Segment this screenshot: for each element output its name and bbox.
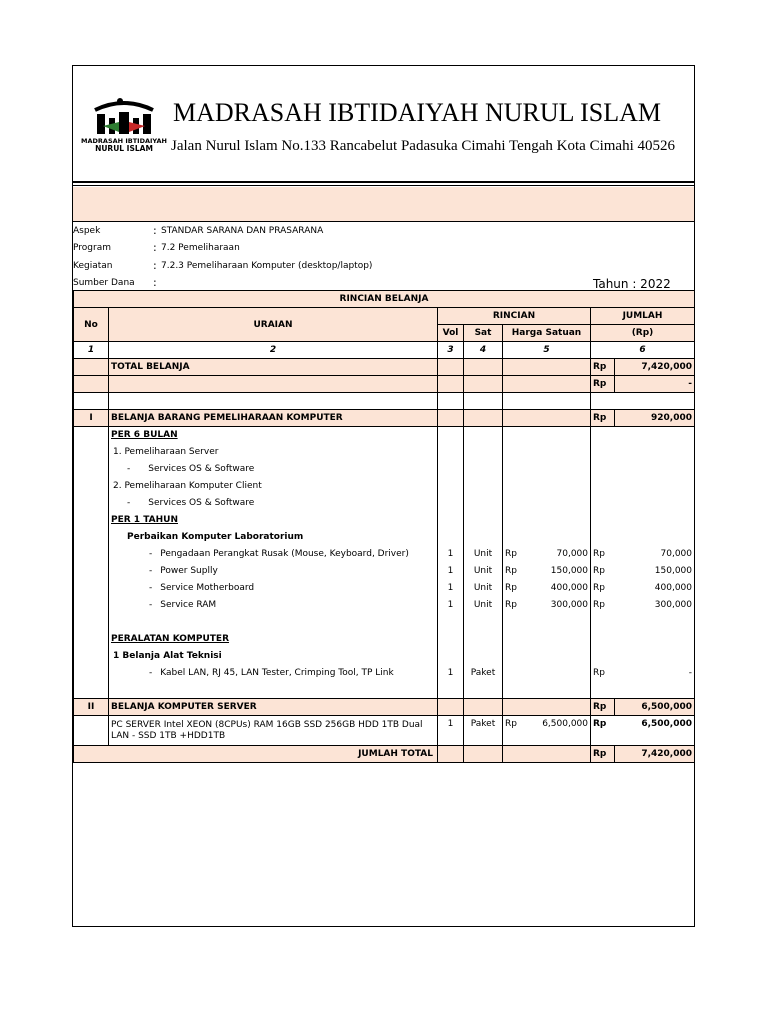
header-divider-thin — [73, 185, 694, 186]
currency: Rp — [505, 566, 517, 576]
spacer-row — [74, 614, 695, 631]
item-jumlah: 300,000 — [615, 597, 695, 614]
program-label: Program — [73, 243, 111, 253]
school-address: Jalan Nurul Islam No.133 Rancabelut Padasuka Cimahi Tengah Kota Cimahi 40526 — [171, 138, 675, 154]
header-rincian: RINCIAN — [438, 308, 591, 325]
header-rp: (Rp) — [591, 325, 695, 342]
server-sat: Paket — [464, 716, 503, 746]
spacer-row — [74, 393, 695, 410]
item-name: Service Motherboard — [160, 583, 255, 593]
currency: Rp — [591, 580, 615, 597]
list-item — [74, 478, 695, 495]
school-logo — [81, 94, 167, 154]
item-harga: 70,000 — [556, 549, 588, 559]
header-harga: Harga Satuan — [503, 325, 591, 342]
currency: Rp — [505, 600, 517, 610]
total-belanja-row — [74, 359, 695, 376]
item-sat: Unit — [464, 580, 503, 597]
total-belanja-label: TOTAL BELANJA — [109, 359, 438, 376]
list-item — [74, 444, 695, 461]
table-row — [74, 716, 695, 746]
kabel-sat: Paket — [464, 665, 503, 682]
table-row — [74, 563, 695, 580]
budget-table — [73, 290, 695, 763]
section-ii-no: II — [74, 699, 109, 716]
table-row — [74, 665, 695, 682]
list-item — [74, 461, 695, 478]
currency: Rp — [505, 549, 517, 559]
col-num: 1 — [74, 342, 109, 359]
col-num: 4 — [464, 342, 503, 359]
section-i-value: 920,000 — [615, 410, 695, 427]
section-i-row — [74, 410, 695, 427]
kabel-vol: 1 — [438, 665, 464, 682]
currency: Rp — [505, 719, 517, 729]
sumber-dana-label: Sumber Dana — [73, 278, 135, 288]
list-item — [74, 495, 695, 512]
table-title: RINCIAN BELANJA — [74, 291, 695, 308]
total-belanja-value: 7,420,000 — [615, 359, 695, 376]
item-name: Power Suplly — [160, 566, 218, 576]
column-number-row — [74, 342, 695, 359]
alat-teknisi-heading: 1 Belanja Alat Teknisi — [109, 648, 438, 665]
table-row — [74, 546, 695, 563]
kegiatan-colon: : — [153, 259, 157, 272]
currency: Rp — [591, 359, 615, 376]
item-vol: 1 — [438, 597, 464, 614]
item-sat: Unit — [464, 597, 503, 614]
title-band — [73, 187, 694, 222]
header-uraian: URAIAN — [109, 308, 438, 342]
aspek-value: STANDAR SARANA DAN PRASARANA — [161, 226, 324, 236]
section-ii-value: 6,500,000 — [615, 699, 695, 716]
per-6-bulan-heading: PER 6 BULAN — [109, 427, 438, 444]
item-name: Service RAM — [160, 600, 217, 610]
server-description: PC SERVER Intel XEON (8CPUs) RAM 16GB SSD 256GB HDD 1TB Dual LAN - SSD 1TB +HDD1TB — [109, 716, 438, 746]
server-jumlah: 6,500,000 — [615, 716, 695, 746]
spacer-row — [74, 682, 695, 699]
dash-bullet: - — [127, 498, 131, 508]
col-num: 3 — [438, 342, 464, 359]
item-server: 1. Pemeliharaan Server — [109, 444, 438, 461]
item-vol: 1 — [438, 580, 464, 597]
item-vol: 1 — [438, 563, 464, 580]
currency: Rp — [591, 665, 615, 682]
svg-text:MADRASAH IBTIDAIYAH: MADRASAH IBTIDAIYAH — [81, 137, 167, 145]
item-jumlah: 70,000 — [615, 546, 695, 563]
dash-bullet: - — [149, 566, 153, 576]
perbaikan-heading: Perbaikan Komputer Laboratorium — [109, 529, 438, 546]
currency: Rp — [591, 699, 615, 716]
table-header-row — [74, 308, 695, 325]
item-jumlah: 150,000 — [615, 563, 695, 580]
list-item — [74, 529, 695, 546]
kegiatan-value: 7.2.3 Pemeliharaan Komputer (desktop/laptop) — [161, 261, 373, 271]
kegiatan-label: Kegiatan — [73, 261, 113, 271]
per-1-tahun-heading: PER 1 TAHUN — [109, 512, 438, 529]
svg-text:NURUL ISLAM: NURUL ISLAM — [95, 144, 153, 153]
server-vol: 1 — [438, 716, 464, 746]
col-num: 2 — [109, 342, 438, 359]
col-num: 5 — [503, 342, 591, 359]
section-i-title: BELANJA BARANG PEMELIHARAAN KOMPUTER — [109, 410, 438, 427]
currency: Rp — [505, 583, 517, 593]
peralatan-heading: PERALATAN KOMPUTER — [109, 631, 438, 648]
dash-bullet: - — [149, 668, 153, 678]
table-row — [74, 597, 695, 614]
item-client: 2. Pemeliharaan Komputer Client — [109, 478, 438, 495]
jumlah-total-row — [74, 746, 695, 763]
header-no: No — [74, 308, 109, 342]
section-ii-title: BELANJA KOMPUTER SERVER — [109, 699, 438, 716]
program-colon: : — [153, 241, 157, 254]
item-jumlah: 400,000 — [615, 580, 695, 597]
currency: Rp — [591, 410, 615, 427]
currency: Rp — [591, 563, 615, 580]
header-vol: Vol — [438, 325, 464, 342]
jumlah-total-value: 7,420,000 — [615, 746, 695, 763]
currency: Rp — [591, 746, 615, 763]
service-os-2: Services OS & Software — [148, 498, 255, 508]
header-sat: Sat — [464, 325, 503, 342]
dash-bullet: - — [149, 549, 153, 559]
jumlah-total-label: JUMLAH TOTAL — [358, 749, 433, 759]
blank-row — [74, 376, 695, 393]
currency: Rp — [591, 597, 615, 614]
school-name: MADRASAH IBTIDAIYAH NURUL ISLAM — [173, 98, 661, 127]
header-divider — [73, 181, 694, 183]
list-item — [74, 648, 695, 665]
table-row — [74, 580, 695, 597]
dash-bullet: - — [149, 583, 153, 593]
section-i-no: I — [74, 410, 109, 427]
header-jumlah: JUMLAH — [591, 308, 695, 325]
currency: Rp — [591, 716, 615, 746]
currency: Rp — [591, 546, 615, 563]
currency: Rp — [591, 376, 615, 393]
item-harga: 150,000 — [550, 566, 588, 576]
kabel-jumlah: - — [615, 665, 695, 682]
sumber-dana-colon: : — [153, 276, 157, 289]
dash-bullet: - — [127, 464, 131, 474]
blank-value: - — [615, 376, 695, 393]
list-item — [74, 427, 695, 444]
item-harga: 300,000 — [550, 600, 588, 610]
dash-bullet: - — [149, 600, 153, 610]
aspek-colon: : — [153, 224, 157, 237]
aspek-label: Aspek — [73, 226, 101, 236]
document-page — [72, 65, 695, 927]
list-item — [74, 512, 695, 529]
item-vol: 1 — [438, 546, 464, 563]
program-value: 7.2 Pemeliharaan — [161, 243, 240, 253]
table-title-row — [74, 291, 695, 308]
item-sat: Unit — [464, 546, 503, 563]
letterhead — [73, 66, 694, 187]
service-os-1: Services OS & Software — [148, 464, 255, 474]
list-item — [74, 631, 695, 648]
tahun-label: Tahun : 2022 — [593, 277, 671, 291]
item-name: Pengadaan Perangkat Rusak (Mouse, Keyboard, Driver) — [160, 549, 409, 559]
section-ii-row — [74, 699, 695, 716]
kabel-item-name: Kabel LAN, RJ 45, LAN Tester, Crimping Tool, TP Link — [160, 668, 394, 678]
col-num: 6 — [591, 342, 695, 359]
server-harga: 6,500,000 — [542, 719, 588, 729]
item-harga: 400,000 — [550, 583, 588, 593]
item-sat: Unit — [464, 563, 503, 580]
